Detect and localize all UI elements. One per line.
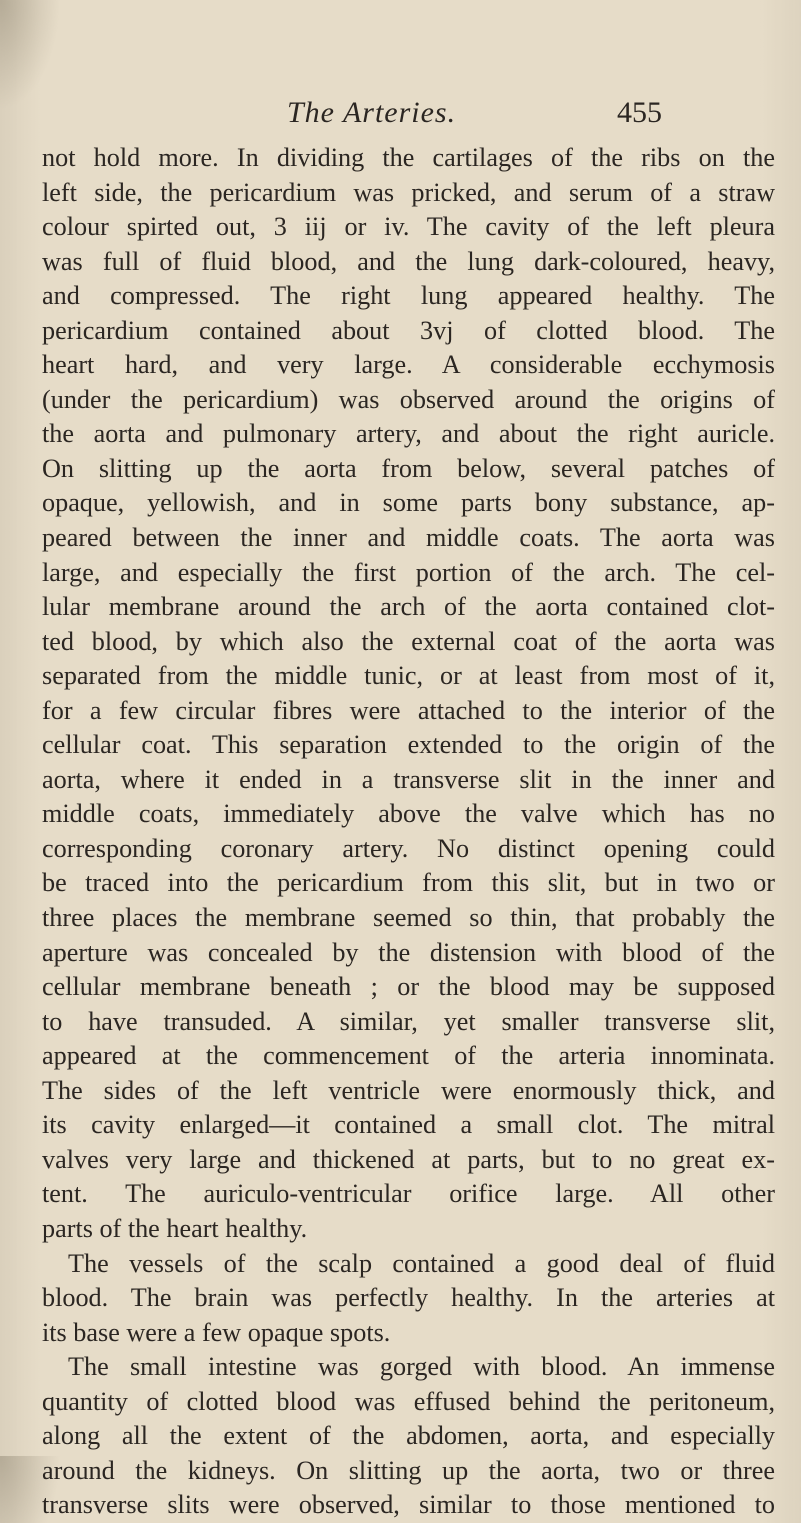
text-line: ted blood, by which also the external coat of the aorta was [42,626,775,656]
text-line: to have transuded. A similar, yet smaller transverse slit, [42,1006,775,1036]
running-head [0,96,801,136]
text-line: peared between the inner and middle coats. The aorta was [42,523,775,553]
text-line: for a few circular fibres were attached to the interior of the [42,695,775,725]
text-line: its cavity enlarged—it contained a small clot. The mitral [42,1110,775,1140]
text-line: (under the pericardium) was observed around the origins of [42,384,775,414]
body-text [42,141,775,1523]
text-line: not hold more. In dividing the cartilages of the ribs on the [42,143,775,172]
text-line: be traced into the pericardium from this slit, but in two or [42,868,775,898]
text-line: corresponding coronary artery. No distinct opening could [42,833,775,863]
text-line: aorta, where it ended in a transverse slit in the inner and [42,764,775,794]
text-line: left side, the pericardium was pricked, and serum of a straw [42,177,775,207]
text-line: transverse slits were observed, similar to those mentioned to [42,1490,775,1520]
text-line: large, and especially the first portion of the arch. The cel- [42,557,775,587]
text-line: three places the membrane seemed so thin, that probably the [42,903,775,933]
text-line: The sides of the left ventricle were enormously thick, and [42,1075,775,1105]
text-line: cellular membrane beneath ; or the blood may be supposed [42,972,775,1002]
text-line: pericardium contained about 3vj of clotted blood. The [42,315,775,345]
text-line: blood. The brain was perfectly healthy. In the arteries at [42,1283,775,1313]
text-line: heart hard, and very large. A considerable ecchymosis [42,350,775,380]
text-line: lular membrane around the arch of the aorta contained clot- [42,592,775,622]
text-line: middle coats, immediately above the valve which has no [42,799,775,829]
text-line: cellular coat. This separation extended to the origin of the [42,730,775,760]
text-line: opaque, yellowish, and in some parts bony substance, ap- [42,488,775,518]
text-line: appeared at the commencement of the arteria innominata. [42,1041,775,1071]
text-line: the aorta and pulmonary artery, and about the right auricle. [42,419,775,449]
text-line: The small intestine was gorged with blood. An immense [68,1352,775,1382]
text-line: around the kidneys. On slitting up the aorta, two or three [42,1455,775,1485]
text-line: aperture was concealed by the distension with blood of the [42,937,775,967]
text-line: valves very large and thickened at parts, but to no great ex- [42,1144,775,1174]
text-line: quantity of clotted blood was effused behind the peritoneum, [42,1386,775,1416]
text-line: was full of fluid blood, and the lung dark-coloured, heavy, [42,246,775,276]
text-line: separated from the middle tunic, or at least from most of it, [42,661,775,691]
text-line: The vessels of the scalp contained a good deal of fluid [68,1248,775,1278]
text-line: and compressed. The right lung appeared healthy. The [42,281,775,311]
text-line: along all the extent of the abdomen, aorta, and especially [42,1421,775,1451]
page-number: 455 [617,96,662,129]
text-line: colour spirted out, 3 iij or iv. The cavity of the left pleura [42,212,775,242]
running-title: The Arteries. [287,96,457,129]
text-line: tent. The auriculo-ventricular orifice large. All other [42,1179,775,1209]
text-line: parts of the heart healthy. [42,1213,308,1243]
text-line: On slitting up the aorta from below, several patches of [42,453,775,483]
text-line: its base were a few opaque spots. [42,1317,391,1347]
